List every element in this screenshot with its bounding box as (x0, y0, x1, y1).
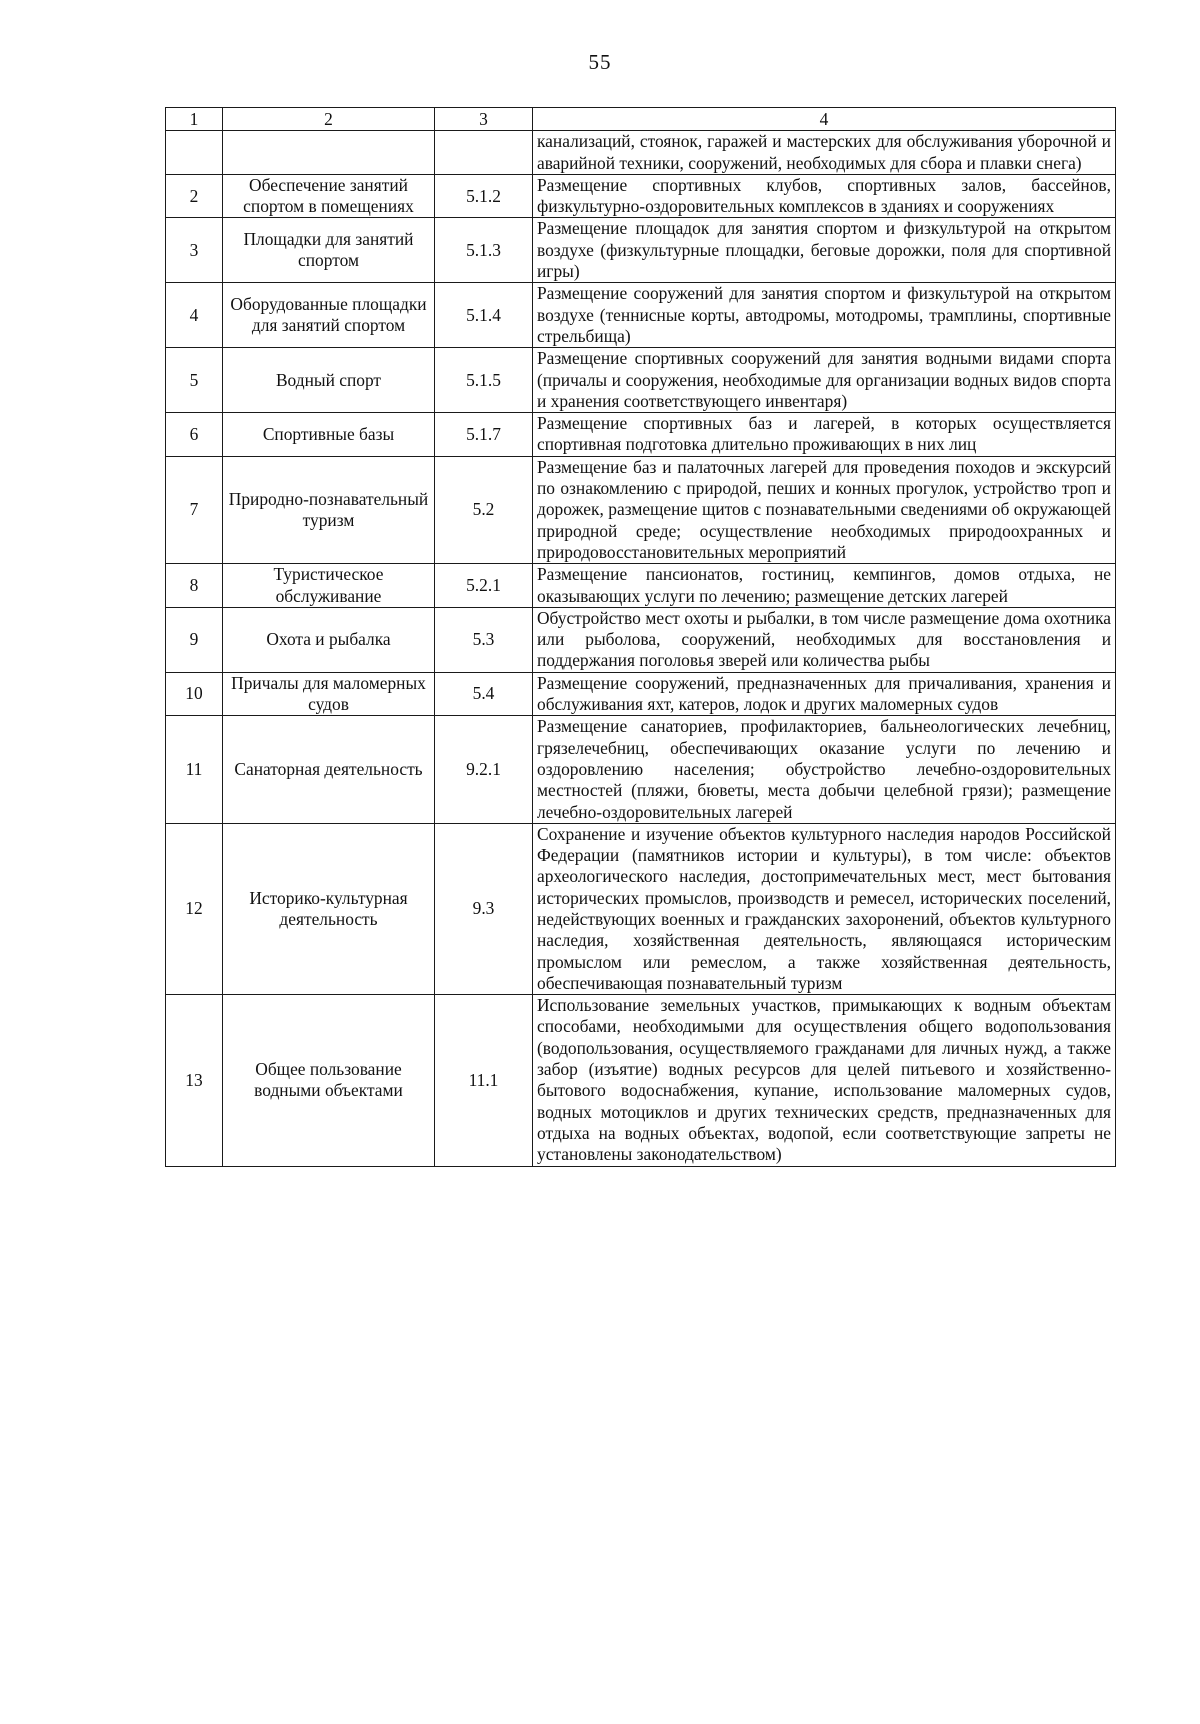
row-description: Размещение сооружений, предназначенных для причаливания, хранения и обслуживания яхт, катеров, лодок и других маломерных судов (533, 672, 1116, 716)
land-use-table (165, 107, 1116, 1167)
row-name (223, 131, 435, 175)
row-name: Спортивные базы (223, 413, 435, 457)
row-code: 5.1.5 (435, 348, 533, 413)
row-number: 11 (166, 716, 223, 823)
row-number: 5 (166, 348, 223, 413)
row-code: 5.3 (435, 607, 533, 672)
row-number: 10 (166, 672, 223, 716)
row-description: Размещение пансионатов, гостиниц, кемпингов, домов отдыха, не оказывающих услуги по лечению; размещение детских лагерей (533, 564, 1116, 608)
row-name: Туристическое обслуживание (223, 564, 435, 608)
row-description: Размещение санаториев, профилакториев, бальнеологических лечебниц, грязелечебниц, обеспечивающих оказание услуги по лечению и оздоровлению населения; обустройство лечебно-оздоровительных местностей (пляжи, бюветы, места добычи целебной грязи); размещение лечебно-оздоровительных лагерей (533, 716, 1116, 823)
table-row (166, 607, 1116, 672)
row-number: 13 (166, 995, 223, 1166)
row-name: Площадки для занятий спортом (223, 218, 435, 283)
row-description: Использование земельных участков, примыкающих к водным объектам способами, необходимыми для осуществления общего водопользования (водопользования, осуществляемого гражданами для личных нужд, а также забор (изъятие) водных ресурсов для целей питьевого и хозяйственно-бытового водоснабжения, купание, использование маломерных судов, водных мотоциклов и других технических средств, предназначенных для отдыха на водных объектах, водопой, если соответствующие запреты не установлены законодательством) (533, 995, 1116, 1166)
row-code: 5.1.7 (435, 413, 533, 457)
row-description: Размещение баз и палаточных лагерей для проведения походов и экскурсий по ознакомлению с природой, пеших и конных прогулок, устройство троп и дорожек, размещение щитов с познавательными сведениями об окружающей природной среде; осуществление необходимых природоохранных и природовосстановительных мероприятий (533, 456, 1116, 563)
column-header: 2 (223, 108, 435, 131)
row-description: Размещение сооружений для занятия спортом и физкультурой на открытом воздухе (теннисные корты, автодромы, мотодромы, трамплины, спортивные стрельбища) (533, 283, 1116, 348)
table-row (166, 456, 1116, 563)
row-code: 5.2.1 (435, 564, 533, 608)
row-description: Обустройство мест охоты и рыбалки, в том числе размещение дома охотника или рыболова, сооружений, необходимых для восстановления и поддержания поголовья зверей или количества рыбы (533, 607, 1116, 672)
row-name: Санаторная деятельность (223, 716, 435, 823)
row-number: 8 (166, 564, 223, 608)
table-row (166, 716, 1116, 823)
table-row (166, 995, 1116, 1166)
row-number: 6 (166, 413, 223, 457)
row-name: Водный спорт (223, 348, 435, 413)
row-number: 12 (166, 823, 223, 994)
row-name: Общее пользование водными объектами (223, 995, 435, 1166)
row-description: Размещение площадок для занятия спортом и физкультурой на открытом воздухе (физкультурные площадки, беговые дорожки, поля для спортивной игры) (533, 218, 1116, 283)
table-row (166, 672, 1116, 716)
row-number: 7 (166, 456, 223, 563)
row-description: Размещение спортивных сооружений для занятия водными видами спорта (причалы и сооружения, необходимые для организации водных видов спорта и хранения соответствующего инвентаря) (533, 348, 1116, 413)
row-name: Природно-познавательный туризм (223, 456, 435, 563)
row-name: Историко-культурная деятельность (223, 823, 435, 994)
row-description: Размещение спортивных клубов, спортивных залов, бассейнов, физкультурно-оздоровительных комплексов в зданиях и сооружениях (533, 174, 1116, 218)
header-row (166, 108, 1116, 131)
row-description: Сохранение и изучение объектов культурного наследия народов Российской Федерации (памятников истории и культуры), в том числе: объектов археологического наследия, достопримечательных мест, мест бытования исторических промыслов, производств и ремесел, исторических поселений, недействующих военных и гражданских захоронений, объектов культурного наследия, хозяйственная деятельность, являющаяся историческим промыслом или ремеслом, а также хозяйственная деятельность, обеспечивающая познавательный туризм (533, 823, 1116, 994)
row-code: 5.1.3 (435, 218, 533, 283)
row-code: 5.1.4 (435, 283, 533, 348)
row-code: 9.3 (435, 823, 533, 994)
row-name: Причалы для маломерных судов (223, 672, 435, 716)
table-row (166, 823, 1116, 994)
row-code: 11.1 (435, 995, 533, 1166)
column-header: 1 (166, 108, 223, 131)
table-row (166, 131, 1116, 175)
row-code (435, 131, 533, 175)
row-code: 9.2.1 (435, 716, 533, 823)
table-row (166, 283, 1116, 348)
table-row (166, 174, 1116, 218)
row-code: 5.1.2 (435, 174, 533, 218)
column-header: 3 (435, 108, 533, 131)
row-description: Размещение спортивных баз и лагерей, в которых осуществляется спортивная подготовка длительно проживающих в них лиц (533, 413, 1116, 457)
row-description: канализаций, стоянок, гаражей и мастерских для обслуживания уборочной и аварийной техники, сооружений, необходимых для сбора и плавки снега) (533, 131, 1116, 175)
table-row (166, 348, 1116, 413)
row-number (166, 131, 223, 175)
page-number: 55 (588, 50, 612, 74)
table-row (166, 218, 1116, 283)
row-name: Обеспечение занятий спортом в помещениях (223, 174, 435, 218)
table-row (166, 413, 1116, 457)
row-code: 5.4 (435, 672, 533, 716)
row-number: 2 (166, 174, 223, 218)
row-number: 9 (166, 607, 223, 672)
row-name: Охота и рыбалка (223, 607, 435, 672)
row-number: 4 (166, 283, 223, 348)
row-name: Оборудованные площадки для занятий спортом (223, 283, 435, 348)
column-header: 4 (533, 108, 1116, 131)
row-code: 5.2 (435, 456, 533, 563)
row-number: 3 (166, 218, 223, 283)
table-row (166, 564, 1116, 608)
